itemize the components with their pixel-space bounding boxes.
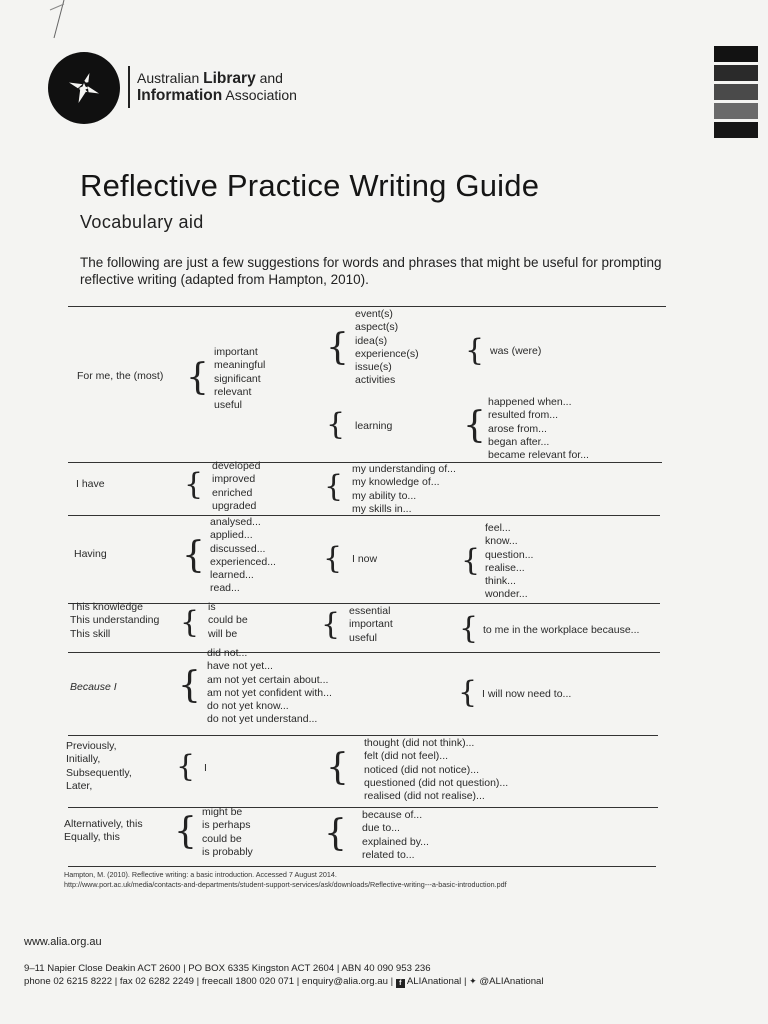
row3-outcomes: feel... know... question... realise... think... wonder... bbox=[485, 522, 534, 601]
brace: { bbox=[323, 541, 343, 576]
brace: { bbox=[463, 405, 486, 446]
brace: { bbox=[180, 605, 200, 640]
row7-lead: Alternatively, this Equally, this bbox=[64, 818, 143, 844]
table-bottom-rule bbox=[68, 866, 656, 867]
brace: { bbox=[182, 535, 205, 576]
row-divider bbox=[68, 807, 658, 808]
row5-outcome: I will now need to... bbox=[482, 688, 572, 700]
brace: { bbox=[184, 467, 204, 502]
scan-registration-blocks bbox=[714, 46, 758, 141]
row2-objects: my understanding of... my knowledge of... my ability to... my skills in... bbox=[352, 463, 456, 515]
row7-phrases: because of... due to... explained by... related to... bbox=[362, 809, 429, 861]
row4-verbs: is could be will be bbox=[208, 601, 248, 640]
twitter-icon: ✦ bbox=[469, 976, 477, 986]
row2-verbs: developed improved enriched upgraded bbox=[212, 460, 261, 512]
row1-nouns: event(s) aspect(s) idea(s) experience(s) issue(s) activities bbox=[355, 308, 419, 387]
row7-verbs: might be is perhaps could be is probably bbox=[202, 806, 253, 858]
brace: { bbox=[461, 543, 481, 578]
page-title: Reflective Practice Writing Guide bbox=[80, 168, 540, 203]
row3-now: I now bbox=[352, 553, 378, 565]
row4-adjectives: essential important useful bbox=[349, 605, 393, 644]
brace: { bbox=[326, 747, 349, 788]
intro-paragraph: The following are just a few suggestions for words and phrases that might be useful for prompting reflective writing (adapted from Hampton, 2010). bbox=[80, 255, 662, 287]
row5-phrases: did not... have not yet... am not yet certain about... am not yet confident with... do not yet know... do not yet understand... bbox=[207, 647, 332, 726]
row5-lead: Because I bbox=[70, 681, 117, 693]
row6-pronoun: I bbox=[204, 762, 207, 774]
row1-lead: For me, the (most) bbox=[77, 370, 164, 382]
row6-phrases: thought (did not think)... felt (did not feel)... noticed (did not notice)... questioned (did not question)... realised (did not realise)... bbox=[364, 737, 509, 803]
brace: { bbox=[324, 469, 344, 504]
brace: { bbox=[465, 333, 485, 368]
row2-lead: I have bbox=[76, 478, 105, 490]
row3-lead: Having bbox=[74, 548, 107, 560]
page-subtitle: Vocabulary aid bbox=[80, 212, 204, 232]
row1-learning: learning bbox=[355, 420, 393, 432]
brace: { bbox=[326, 407, 346, 442]
row1-outcomes: happened when... resulted from... arose from... began after... became relevant for... bbox=[488, 396, 589, 462]
facebook-icon: f bbox=[396, 979, 405, 988]
table-top-rule bbox=[68, 306, 666, 307]
row-divider bbox=[68, 735, 658, 736]
brace: { bbox=[324, 813, 347, 854]
scan-corner-mark bbox=[30, 0, 70, 40]
row3-verbs: analysed... applied... discussed... experienced... learned... read... bbox=[210, 516, 276, 595]
twitter-handle[interactable]: @ALIAnational bbox=[479, 976, 544, 987]
row4-outcome: to me in the workplace because... bbox=[483, 624, 640, 636]
row-divider bbox=[68, 652, 660, 653]
brace: { bbox=[458, 675, 478, 710]
alia-star-logo-icon bbox=[48, 52, 120, 124]
row1-adjectives: important meaningful significant relevant useful bbox=[214, 346, 266, 412]
brace: { bbox=[174, 811, 197, 852]
brace: { bbox=[321, 607, 341, 642]
brace: { bbox=[176, 749, 196, 784]
row6-lead: Previously, Initially, Subsequently, Later, bbox=[66, 740, 132, 792]
organisation-name: Australian Library and Information Association bbox=[137, 70, 297, 104]
footer-address: 9–11 Napier Close Deakin ACT 2600 | PO BOX 6335 Kingston ACT 2604 | ABN 40 090 953 236 phone 02 6215 8222 | fax 02 6282 2249 | freecall 1800 020 071 | enquiry@alia.org.au | f ALIAnational | ✦ @ALIAnational bbox=[24, 963, 544, 987]
reference-citation: Hampton, M. (2010). Reflective writing: a basic introduction. Accessed 7 August 2014. http://www.port.ac.uk/media/contacts-and-departments/student-support-services/ask/downloads/Reflective-writing---a-basic-introduction.pdf bbox=[64, 870, 507, 889]
logo-divider bbox=[128, 66, 130, 108]
brace: { bbox=[186, 357, 209, 398]
reference-link[interactable]: http://www.port.ac.uk/media/contacts-and-departments/student-support-services/ask/downloads/Reflective-writing---a-basic-introduction.pdf bbox=[64, 880, 507, 889]
brace: { bbox=[326, 327, 349, 368]
row4-lead: This knowledge This understanding This skill bbox=[70, 601, 160, 640]
facebook-handle[interactable]: ALIAnational bbox=[406, 976, 462, 987]
row1-was: was (were) bbox=[490, 345, 542, 357]
footer-website-link[interactable]: www.alia.org.au bbox=[24, 936, 102, 948]
brace: { bbox=[178, 665, 201, 706]
brace: { bbox=[459, 611, 479, 646]
